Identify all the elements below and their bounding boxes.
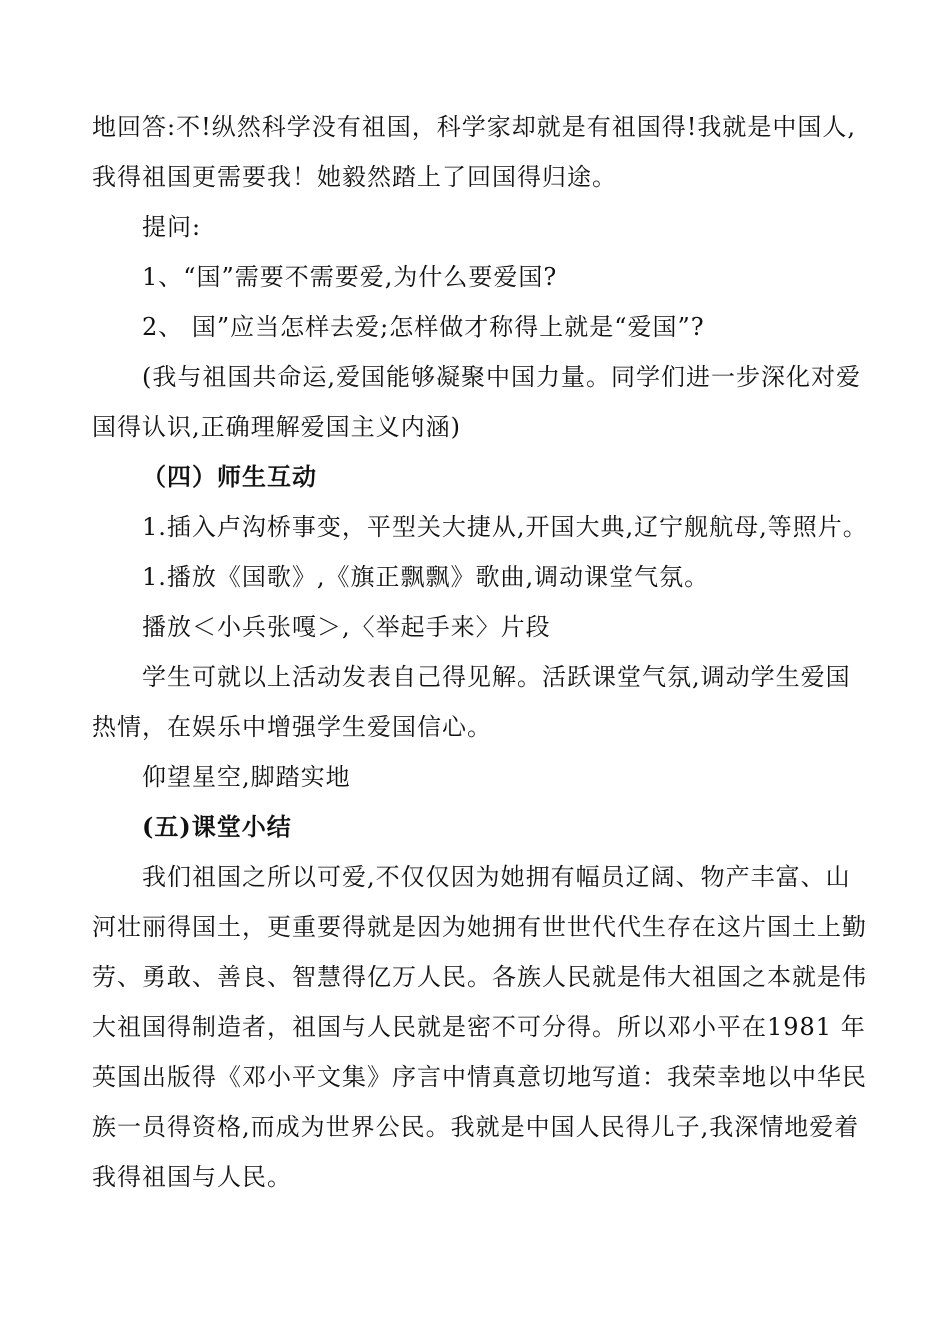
paragraph-return-home: 地回答:不!纵然科学没有祖国，科学家却就是有祖国得!我就是中国人,我得祖国更需要我！她毅然踏上了回国得归途。 — [92, 113, 857, 191]
paragraph-motto: 仰望星空,脚踏实地 — [142, 763, 351, 791]
question-item-2: 2、 国”应当怎样去爱;怎样做才称得上就是“爱国”? — [142, 313, 705, 341]
activity-item-photos: 1.插入卢沟桥事变，平型关大捷从,开国大典,辽宁舰航母,等照片。 — [142, 513, 868, 541]
paragraph-summary: 我们祖国之所以可爱,不仅仅因为她拥有幅员辽阔、物产丰富、山河壮丽得国土，更重要得就是因为她拥有世世代代生存在这片国土上勤劳、勇敢、善良、智慧得亿万人民。各族人民就是伟大祖国之本就是伟大祖国得制造者，祖国与人民就是密不可分得。所以邓小平在1981 年英国出版得《邓小平文集》序言中情真意切地写道：我荣幸地以中华民族一员得资格,而成为世界公民。我就是中国人民得儿子,我深情地爱着我得祖国与人民。 — [92, 863, 867, 1191]
section-heading-interaction: （四）师生互动 — [142, 462, 317, 491]
activity-item-clips: 播放＜小兵张嘎＞,〈举起手来〉片段 — [142, 613, 551, 641]
paragraph-note: (我与祖国共命运,爱国能够凝聚中国力量。同学们进一步深化对爱国得认识,正确理解爱国主义内涵) — [92, 363, 861, 441]
document-body — [92, 102, 868, 1202]
question-item-1: 1、“国”需要不需要爱,为什么要爱国? — [142, 263, 558, 291]
activity-item-songs: 1.播放《国歌》,《旗正飘飘》歌曲,调动课堂气氛。 — [142, 563, 710, 591]
paragraph-question-prompt: 提问: — [142, 213, 202, 241]
paragraph-student-discussion: 学生可就以上活动发表自己得见解。活跃课堂气氛,调动学生爱国热情，在娱乐中增强学生爱国信心。 — [92, 663, 851, 741]
section-heading-summary: (五)课堂小结 — [142, 812, 292, 841]
